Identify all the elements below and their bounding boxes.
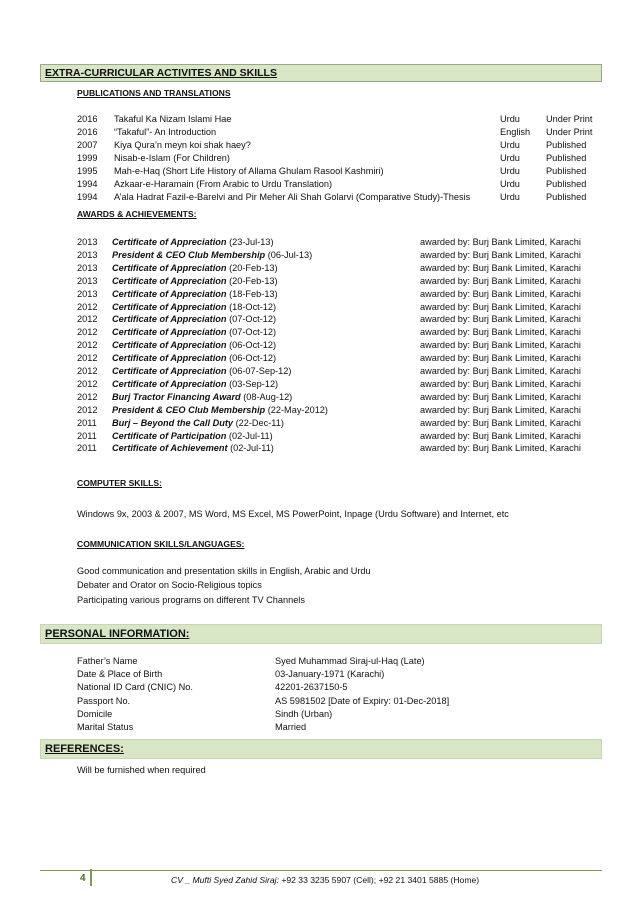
publication-language: Urdu xyxy=(500,166,520,176)
publication-title: Mah-e-Haq (Short Life History of Allama Ghulam Rasool Kashmiri) xyxy=(114,166,384,176)
communication-heading: COMMUNICATION SKILLS/LANGUAGES: xyxy=(77,539,245,549)
award-year: 2012 xyxy=(77,340,98,351)
award-name: Certificate of Appreciation xyxy=(112,275,227,286)
award-name: Certificate of Appreciation xyxy=(112,314,227,325)
award-title xyxy=(112,391,292,404)
award-date: (02-Jul-11) xyxy=(228,430,273,441)
award-name: Certificate of Appreciation xyxy=(112,340,227,351)
award-date: (06-07-Sep-12) xyxy=(229,366,292,376)
footer-contact: +92 33 3235 5907 (Cell); +92 21 3401 5885 (Home) xyxy=(281,875,480,885)
page-number: 4 xyxy=(80,873,86,884)
publication-title: Azkaar-e-Haramain (From Arabic to Urdu Translation) xyxy=(114,179,333,189)
publication-title: Kiya Qura’n meyn koi shak haey? xyxy=(114,140,251,150)
publication-status: Published xyxy=(546,153,587,163)
award-title xyxy=(112,249,312,262)
personal-info-value: 42201-2637150-5 xyxy=(275,682,348,693)
award-issuer: awarded by: Burj Bank Limited, Karachi xyxy=(420,262,581,273)
award-name: Burj – Beyond the Call Duty xyxy=(112,417,233,428)
publication-status: Under Print xyxy=(546,114,593,124)
computer-skills-text: Windows 9x, 2003 & 2007, MS Word, MS Excel, MS PowerPoint, Inpage (Urdu Software) and Internet, etc xyxy=(77,509,509,519)
award-issuer: awarded by: Burj Bank Limited, Karachi xyxy=(420,443,581,454)
award-issuer: awarded by: Burj Bank Limited, Karachi xyxy=(420,314,581,325)
award-name: Certificate of Appreciation xyxy=(112,262,227,273)
personal-info-label: Marital Status xyxy=(77,722,134,732)
award-title xyxy=(112,442,274,455)
award-title xyxy=(112,301,276,314)
award-date: (07-Oct-12) xyxy=(229,314,277,325)
publication-status: Published xyxy=(546,179,587,189)
award-name: Certificate of Appreciation xyxy=(112,378,227,389)
footer-rule xyxy=(40,870,602,871)
award-date: (20-Feb-13) xyxy=(229,275,278,286)
award-date: (18-Feb-13) xyxy=(229,288,278,299)
publication-title: “Takaful”- An Introduction xyxy=(114,127,217,137)
publication-year: 1999 xyxy=(77,153,98,163)
award-name: Certificate of Appreciation xyxy=(112,301,227,312)
award-name: Certificate of Achievement xyxy=(112,443,228,454)
award-title xyxy=(112,352,276,365)
award-title xyxy=(112,262,278,275)
publication-year: 2016 xyxy=(77,127,98,137)
award-issuer: awarded by: Burj Bank Limited, Karachi xyxy=(420,275,581,286)
publication-language: Urdu xyxy=(500,114,520,124)
section-extra-curricular: EXTRA-CURRICULAR ACTIVITES AND SKILLS xyxy=(40,64,602,82)
computer-skills-heading: COMPUTER SKILLS: xyxy=(77,478,162,488)
personal-info-label: Passport No. xyxy=(77,695,131,706)
award-title xyxy=(112,236,274,249)
award-name: Certificate of Appreciation xyxy=(112,327,227,338)
personal-info-value: Syed Muhammad Siraj-ul-Haq (Late) xyxy=(275,656,425,666)
award-year: 2012 xyxy=(77,404,98,415)
award-year: 2013 xyxy=(77,262,98,273)
award-title xyxy=(112,378,278,391)
award-issuer: awarded by: Burj Bank Limited, Karachi xyxy=(420,288,581,299)
award-issuer: awarded by: Burj Bank Limited, Karachi xyxy=(420,327,581,338)
award-year: 2012 xyxy=(77,301,98,312)
communication-line: Participating various programs on different TV Channels xyxy=(77,595,305,605)
publication-language: Urdu xyxy=(500,140,520,150)
award-year: 2013 xyxy=(77,275,98,286)
publication-title: Takaful Ka Nizam Islami Hae xyxy=(114,114,232,124)
publication-year: 1994 xyxy=(77,179,98,189)
footer-name: CV _ Mufti Syed Zahid Siraj: xyxy=(171,875,279,885)
award-title xyxy=(112,430,273,443)
award-issuer: awarded by: Burj Bank Limited, Karachi xyxy=(420,391,581,402)
publication-year: 1995 xyxy=(77,166,98,176)
award-year: 2012 xyxy=(77,353,98,364)
award-year: 2011 xyxy=(77,443,97,454)
award-date: (06-Jul-13) xyxy=(267,249,313,260)
award-year: 2012 xyxy=(77,314,98,325)
publication-status: Published xyxy=(546,166,587,176)
awards-heading: AWARDS & ACHIEVEMENTS: xyxy=(77,209,197,219)
award-title xyxy=(112,313,276,326)
award-year: 2012 xyxy=(77,378,98,389)
award-issuer: awarded by: Burj Bank Limited, Karachi xyxy=(420,237,581,247)
award-issuer: awarded by: Burj Bank Limited, Karachi xyxy=(420,417,581,428)
award-title xyxy=(112,275,278,288)
award-name: Certificate of Appreciation xyxy=(112,366,227,376)
award-name: Certificate of Appreciation xyxy=(112,353,227,364)
award-date: (22-Dec-11) xyxy=(235,417,284,428)
award-name: Certificate of Participation xyxy=(112,430,227,441)
award-date: (07-Oct-12) xyxy=(229,327,277,338)
publication-year: 2016 xyxy=(77,114,98,124)
award-date: (02-Jul-11) xyxy=(230,443,274,454)
publication-language: Urdu xyxy=(500,179,520,189)
award-date: (06-Oct-12) xyxy=(229,353,277,364)
section-personal-information: PERSONAL INFORMATION: xyxy=(40,624,602,644)
publication-status: Published xyxy=(546,140,587,150)
publication-status: Under Print xyxy=(546,127,593,137)
personal-info-value: Married xyxy=(275,722,307,732)
publication-year: 1994 xyxy=(77,192,98,202)
publications-heading: PUBLICATIONS AND TRANSLATIONS xyxy=(77,88,231,98)
award-issuer: awarded by: Burj Bank Limited, Karachi xyxy=(420,353,581,364)
award-year: 2012 xyxy=(77,366,98,376)
award-year: 2013 xyxy=(77,288,98,299)
communication-line: Debater and Orator on Socio-Religious topics xyxy=(77,580,262,590)
award-year: 2012 xyxy=(77,391,98,402)
award-year: 2013 xyxy=(77,237,98,247)
award-name: Burj Tractor Financing Award xyxy=(112,391,241,402)
personal-info-label: Domicile xyxy=(77,708,113,719)
publication-language: English xyxy=(500,127,531,137)
award-issuer: awarded by: Burj Bank Limited, Karachi xyxy=(420,404,581,415)
references-text: Will be furnished when required xyxy=(77,765,206,775)
award-issuer: awarded by: Burj Bank Limited, Karachi xyxy=(420,378,581,389)
award-date: (18-Oct-12) xyxy=(229,301,277,312)
publication-language: Urdu xyxy=(500,192,520,202)
award-issuer: awarded by: Burj Bank Limited, Karachi xyxy=(420,301,581,312)
publication-year: 2007 xyxy=(77,140,98,150)
award-year: 2013 xyxy=(77,249,98,260)
award-name: Certificate of Appreciation xyxy=(112,288,227,299)
award-name: President & CEO Club Membership xyxy=(112,404,266,415)
footer-divider xyxy=(90,869,92,886)
publication-status: Published xyxy=(546,192,587,202)
award-title xyxy=(112,339,276,352)
communication-line: Good communication and presentation skills in English, Arabic and Urdu xyxy=(77,566,371,576)
footer-text xyxy=(171,875,479,885)
publication-title: A’ala Hadrat Fazil-e-Barelvi and Pir Meher Ali Shah Golarvi (Comparative Study)-Thesis xyxy=(114,192,471,202)
publication-language: Urdu xyxy=(500,153,520,163)
award-year: 2011 xyxy=(77,417,97,428)
award-year: 2012 xyxy=(77,327,98,338)
award-title xyxy=(112,365,291,378)
award-date: (03-Sep-12) xyxy=(229,378,279,389)
award-title xyxy=(112,288,278,301)
personal-info-label: National ID Card (CNIC) No. xyxy=(77,682,193,693)
award-date: (20-Feb-13) xyxy=(229,262,278,273)
award-title xyxy=(112,326,276,339)
award-name: President & CEO Club Membership xyxy=(112,249,266,260)
personal-info-label: Date & Place of Birth xyxy=(77,669,163,680)
personal-info-value: 03-January-1971 (Karachi) xyxy=(275,669,385,680)
section-references: REFERENCES: xyxy=(40,739,602,759)
award-date: (08-Aug-12) xyxy=(243,391,293,402)
award-date: (22-May-2012) xyxy=(267,404,328,415)
award-name: Certificate of Appreciation xyxy=(112,237,227,247)
award-issuer: awarded by: Burj Bank Limited, Karachi xyxy=(420,366,581,376)
award-year: 2011 xyxy=(77,430,97,441)
personal-info-value: AS 5981502 [Date of Expiry: 01-Dec-2018] xyxy=(275,695,450,706)
award-date: (06-Oct-12) xyxy=(229,340,277,351)
award-title xyxy=(112,404,328,417)
award-title xyxy=(112,417,284,430)
award-issuer: awarded by: Burj Bank Limited, Karachi xyxy=(420,249,581,260)
award-issuer: awarded by: Burj Bank Limited, Karachi xyxy=(420,430,581,441)
personal-info-value: Sindh (Urban) xyxy=(275,708,333,719)
award-issuer: awarded by: Burj Bank Limited, Karachi xyxy=(420,340,581,351)
award-date: (23-Jul-13) xyxy=(229,237,274,247)
personal-info-label: Father’s Name xyxy=(77,656,138,666)
publication-title: Nisab-e-Islam (For Children) xyxy=(114,153,230,163)
